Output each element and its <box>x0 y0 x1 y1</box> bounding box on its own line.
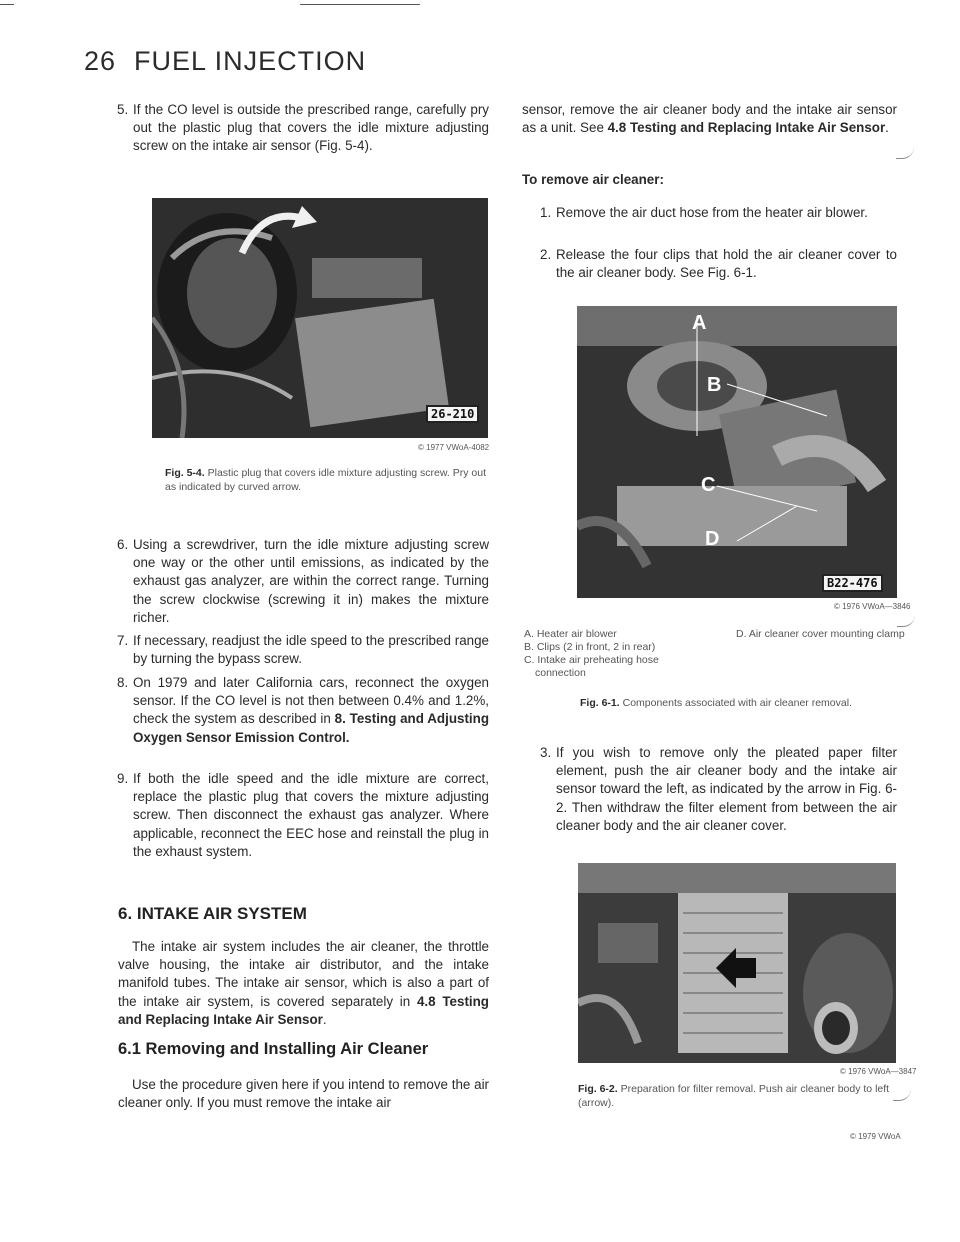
figure-6-2-caption <box>578 1083 898 1110</box>
figure-5-4-photo <box>152 198 488 438</box>
air-cleaner-photo-illustration <box>577 306 897 598</box>
page-header <box>84 46 366 77</box>
figure-label: Fig. 6-1. <box>580 697 620 709</box>
paragraph-text: sensor, remove the air cleaner body and the intake air sensor as a unit. See <box>522 102 897 136</box>
step-number: 5. <box>117 102 129 117</box>
section-6-paragraph <box>118 938 489 1029</box>
caption-text: Plastic plug that covers idle mixture adjusting screw. Pry out as indicated by curved arrow. <box>165 467 486 493</box>
paragraph-text: . <box>885 120 889 136</box>
scan-mark <box>897 614 915 627</box>
paragraph-text: Use the procedure given here if you intend to remove the air cleaner only. If you must remove the intake air <box>118 1077 489 1111</box>
paragraph-text: . <box>322 1011 327 1027</box>
figure-6-1-legend <box>524 628 694 680</box>
page-credit: © 1979 VWoA <box>850 1132 901 1141</box>
page-title: FUEL INJECTION <box>134 46 367 76</box>
continued-paragraph <box>522 101 897 137</box>
legend-item: C. Intake air preheating hose connection <box>524 654 659 679</box>
step-9 <box>117 770 489 861</box>
legend-item: D. Air cleaner cover mounting clamp <box>736 628 905 640</box>
figure-tag: 26-210 <box>426 405 479 423</box>
cross-reference: 4.8 Testing and Replacing Intake Air Sensor <box>607 120 886 136</box>
legend-item: A. Heater air blower <box>524 628 617 640</box>
scan-artifact <box>0 4 14 5</box>
step-number: 7. <box>117 633 129 648</box>
figure-credit: © 1976 VWoA—3847 <box>840 1067 917 1076</box>
step-text: Using a screwdriver, turn the idle mixture adjusting screw one way or the other until emissions, as indicated by the exhaust gas analyzer, are within the correct range. Turning the screw clockwise (screwing it in) makes the mixture richer. <box>133 537 489 625</box>
paragraph-text: The intake air system includes the air cleaner, the throttle valve housing, the intake air distributor, and the intake manifold tubes. The intake air sensor, which is also a part of the intake air system, is covered separately in <box>118 939 489 1009</box>
step-3 <box>540 744 897 835</box>
engine-photo-illustration <box>152 198 488 438</box>
step-1 <box>540 204 897 222</box>
cross-reference: 8. Testing and Adjusting Oxygen Sensor Emission Control. <box>133 711 489 745</box>
step-2 <box>540 246 897 282</box>
step-8 <box>117 674 489 747</box>
callout-letter: B <box>707 374 722 396</box>
section-heading: 6. INTAKE AIR SYSTEM <box>118 904 307 923</box>
step-text: If necessary, readjust the idle speed to the prescribed range by turning the bypass screw. <box>133 633 489 667</box>
callout-letter: C <box>701 474 716 496</box>
step-5 <box>117 101 489 156</box>
step-text: If both the idle speed and the idle mixture are correct, replace the plastic plug that covers the mixture adjusting screw. Then disconnect the exhaust gas analyzer. Where applicable, reconnect the EEC hose and reinstall the plug in the exhaust system. <box>133 771 489 859</box>
figure-tag: B22-476 <box>822 574 883 592</box>
caption-text: Components associated with air cleaner removal. <box>622 697 852 709</box>
step-number: 9. <box>117 771 129 786</box>
subsection-heading: 6.1 Removing and Installing Air Cleaner <box>118 1040 429 1058</box>
figure-6-1-caption <box>580 697 900 711</box>
cross-reference: 4.8 Testing and Replacing Intake Air Sensor <box>118 993 489 1027</box>
step-text: Remove the air duct hose from the heater air blower. <box>556 205 868 220</box>
step-6 <box>117 536 489 627</box>
step-text: If the CO level is outside the prescribed range, carefully pry out the plastic plug that covers the idle mixture adjusting screw on the intake air sensor (Fig. 5-4). <box>133 102 489 154</box>
figure-label: Fig. 5-4. <box>165 467 205 479</box>
step-number: 8. <box>117 675 129 690</box>
step-text: If you wish to remove only the pleated paper filter element, push the air cleaner body and the intake air sensor toward the left, as indicated by the arrow in Fig. 6-2. Then withdraw the filter element from between the air cleaner body and the air cleaner cover. <box>556 745 897 833</box>
step-text: Release the four clips that hold the air cleaner cover to the air cleaner body. See Fig. 6-1. <box>556 247 897 281</box>
caption-text: Preparation for filter removal. Push air cleaner body to left (arrow). <box>578 1083 890 1109</box>
scan-artifact <box>300 4 420 5</box>
legend-item: B. Clips (2 in front, 2 in rear) <box>524 641 656 653</box>
figure-credit: © 1976 VWoA—3846 <box>834 602 911 611</box>
scan-mark <box>896 146 914 159</box>
figure-label: Fig. 6-2. <box>578 1083 618 1095</box>
filter-removal-photo-illustration <box>578 863 896 1063</box>
figure-5-4-caption <box>165 467 490 494</box>
procedure-subheading: To remove air cleaner: <box>522 172 664 187</box>
section-6-1-paragraph <box>118 1076 489 1112</box>
callout-letter: A <box>692 312 707 334</box>
step-number: 3. <box>540 745 552 760</box>
figure-6-2-photo <box>578 863 896 1063</box>
step-text: On 1979 and later California cars, reconnect the oxygen sensor. If the CO level is not then between 0.4% and 1.2%, check the system as described in <box>133 675 489 727</box>
step-number: 6. <box>117 537 129 552</box>
step-number: 2. <box>540 247 552 262</box>
step-7 <box>117 632 489 668</box>
page-number: 26 <box>84 46 117 76</box>
step-number: 1. <box>540 205 552 220</box>
figure-6-1-photo <box>577 306 897 598</box>
callout-letter: D <box>705 528 720 550</box>
figure-credit: © 1977 VWoA-4082 <box>418 443 490 452</box>
scan-mark <box>893 1088 911 1101</box>
